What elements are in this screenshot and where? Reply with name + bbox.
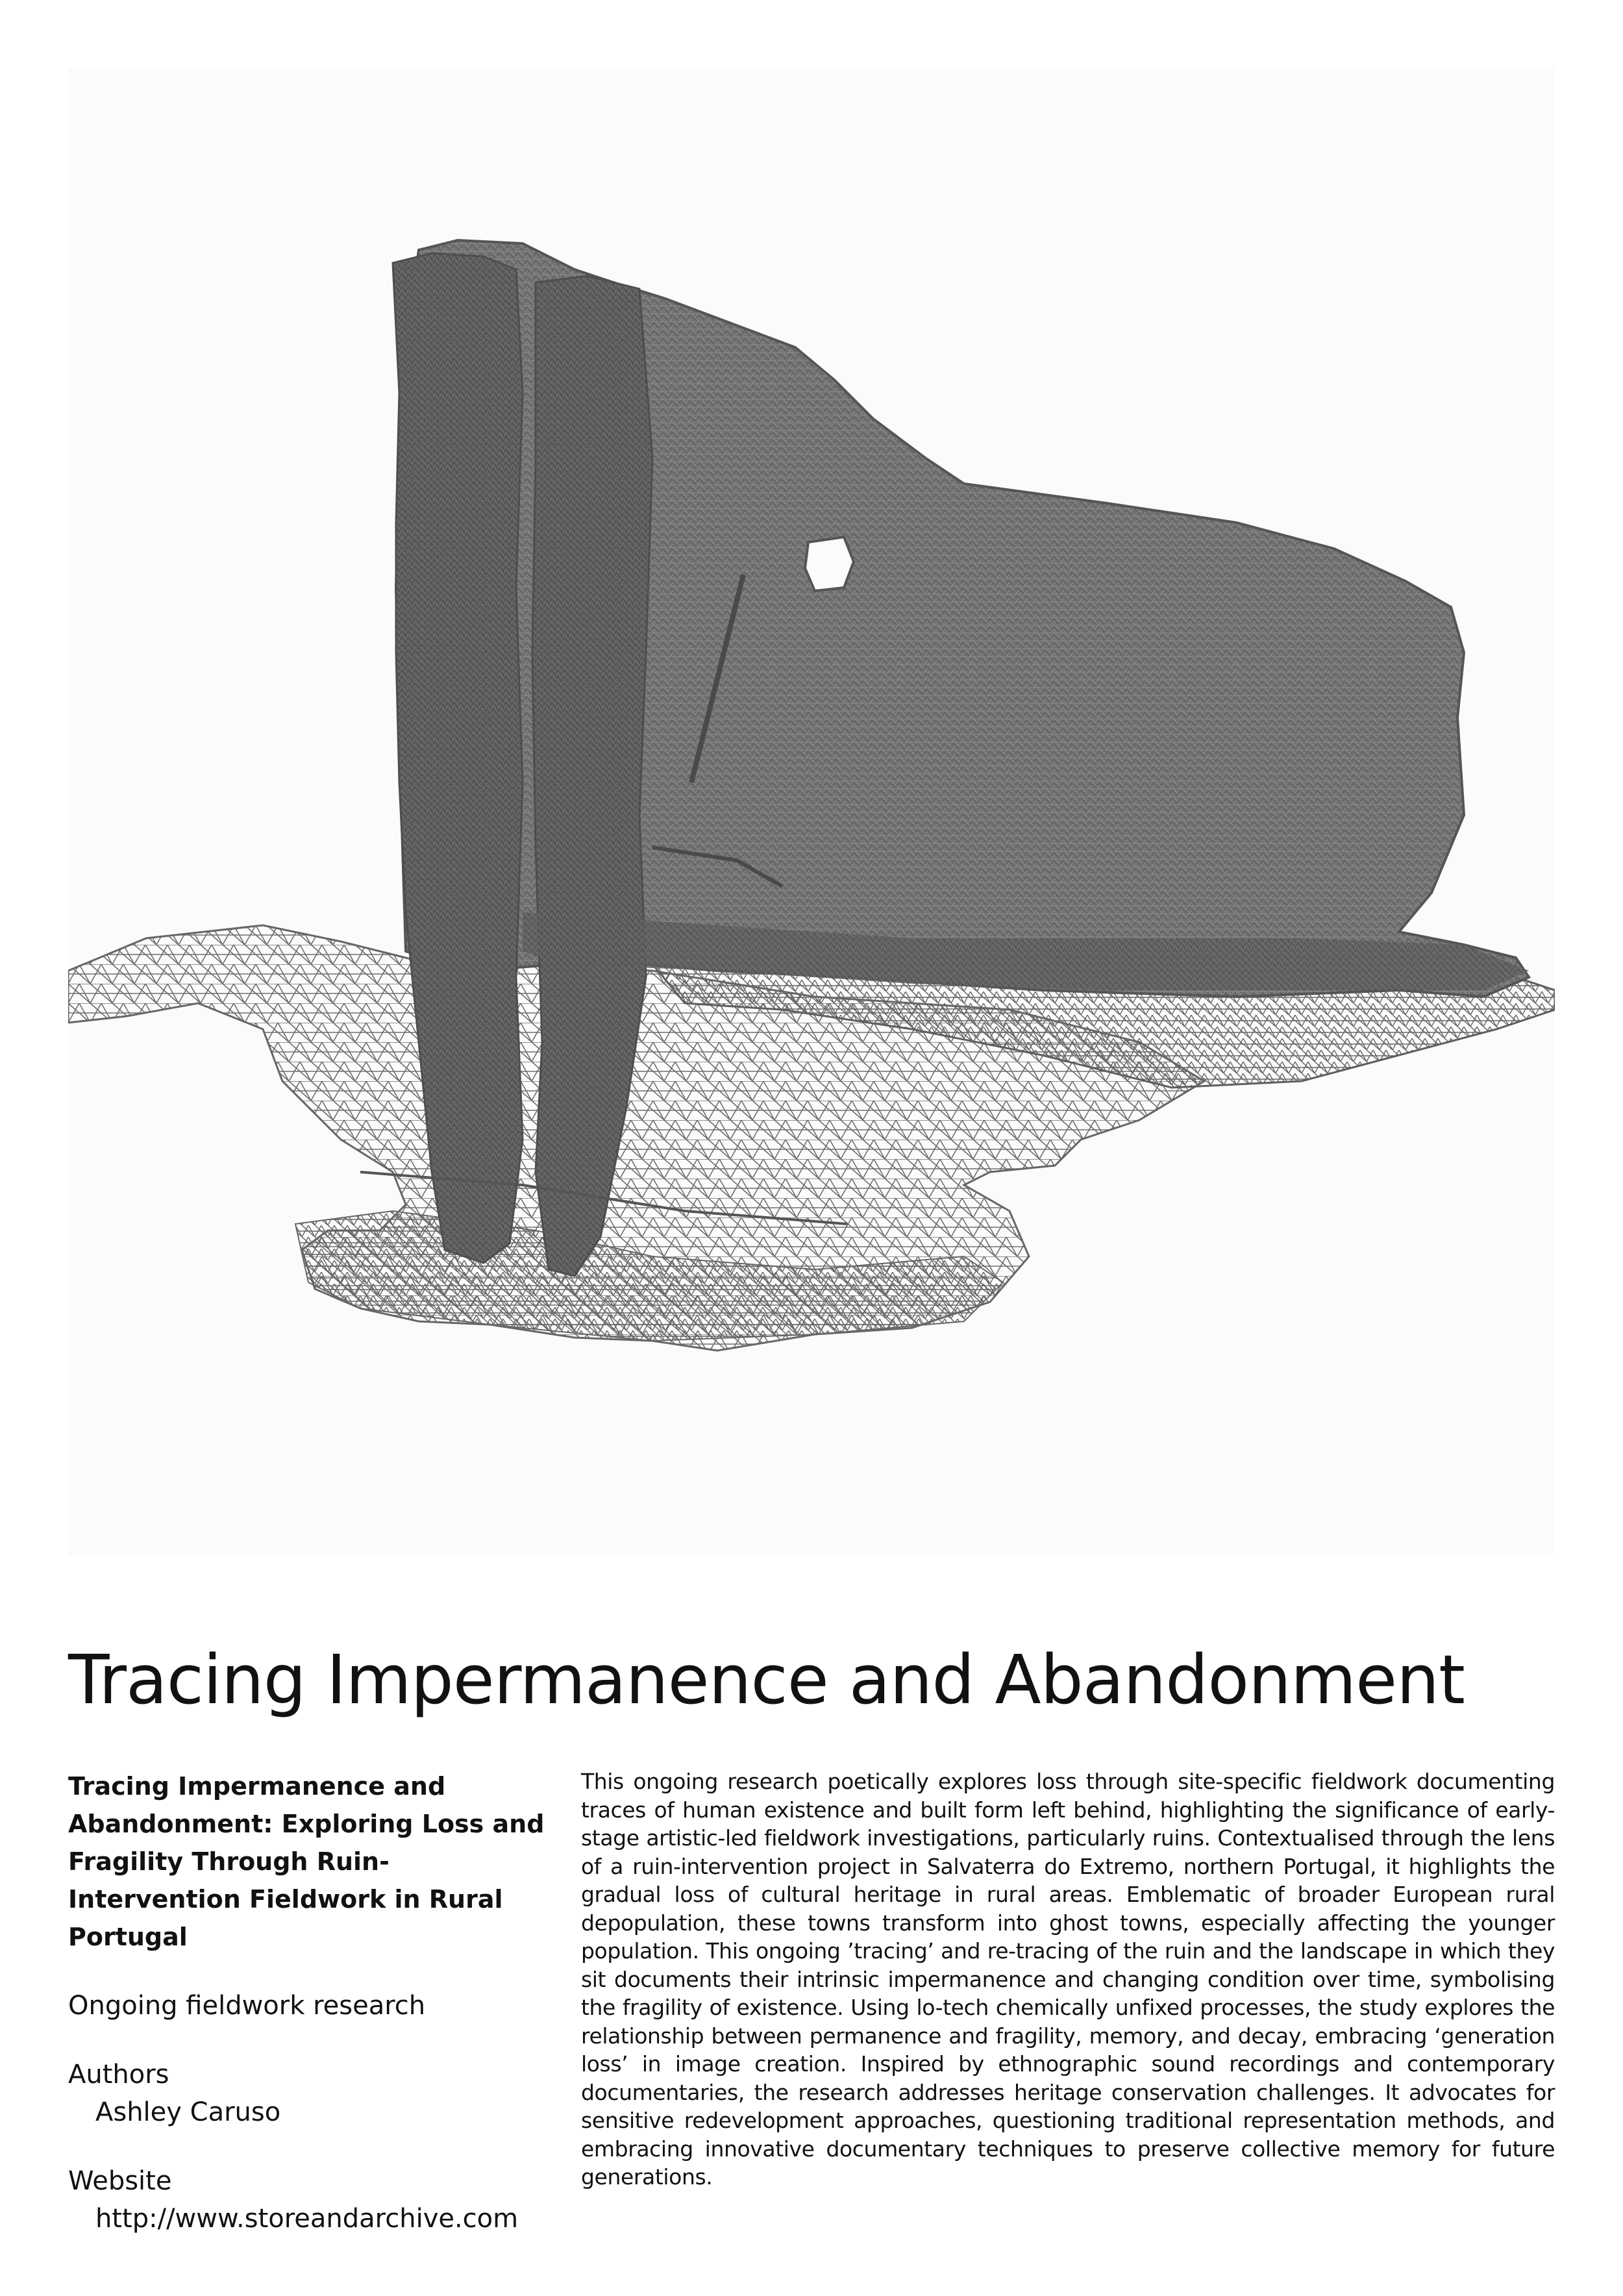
article-subtitle: Tracing Impermanence and Abandonment: Exploring Loss and Fragility Through Ruin-Intervention Fieldwork in Rural Portugal	[68, 1772, 545, 1951]
authors-label: Authors	[68, 2060, 169, 2090]
website-link[interactable]: http://www.storeandarchive.com	[95, 2204, 519, 2234]
page-title: Tracing Impermanence and Abandonment	[68, 1640, 1465, 1719]
abstract-text: This ongoing research poetically explores loss through site-specific fieldwork documenting traces of human existence and built form left behind, highlighting the significance of early-stage artistic-led fieldwork investigations, particularly ruins. Contextualised through the lens of a ruin-intervention project in Salvaterra do Extremo, northern Portugal, it highlights the gradual loss of cultural heritage in rural areas. Emblematic of broader European rural depopulation, these towns transform into ghost towns, especially affecting the younger population. This ongoing ’tracing’ and re-tracing of the ruin and the landscape in which they sit documents their intrinsic impermanence and changing condition over time, symbolising the fragility of existence. Using lo-tech chemically unfixed processes, the study explores the relationship between permanence and fragility, memory, and decay, embracing ‘generation loss’ in image creation. Inspired by ethnographic sound recordings and contemporary documentaries, the research addresses heritage conservation challenges. It advocates for sensitive redevelopment approaches, questioning traditional representation methods, and embracing innovative documentary techniques to preserve collective memory for future generations.	[581, 1769, 1555, 2190]
author-name: Ashley Caruso	[95, 2097, 281, 2127]
website-label: Website	[68, 2166, 172, 2196]
authors-block	[68, 2056, 562, 2131]
research-type: Ongoing fieldwork research	[68, 1991, 426, 2021]
ruin-mesh-icon	[68, 68, 1555, 1555]
article-info	[68, 1767, 562, 2238]
website-block	[68, 2162, 562, 2238]
ruin-mesh-figure	[68, 68, 1555, 1555]
